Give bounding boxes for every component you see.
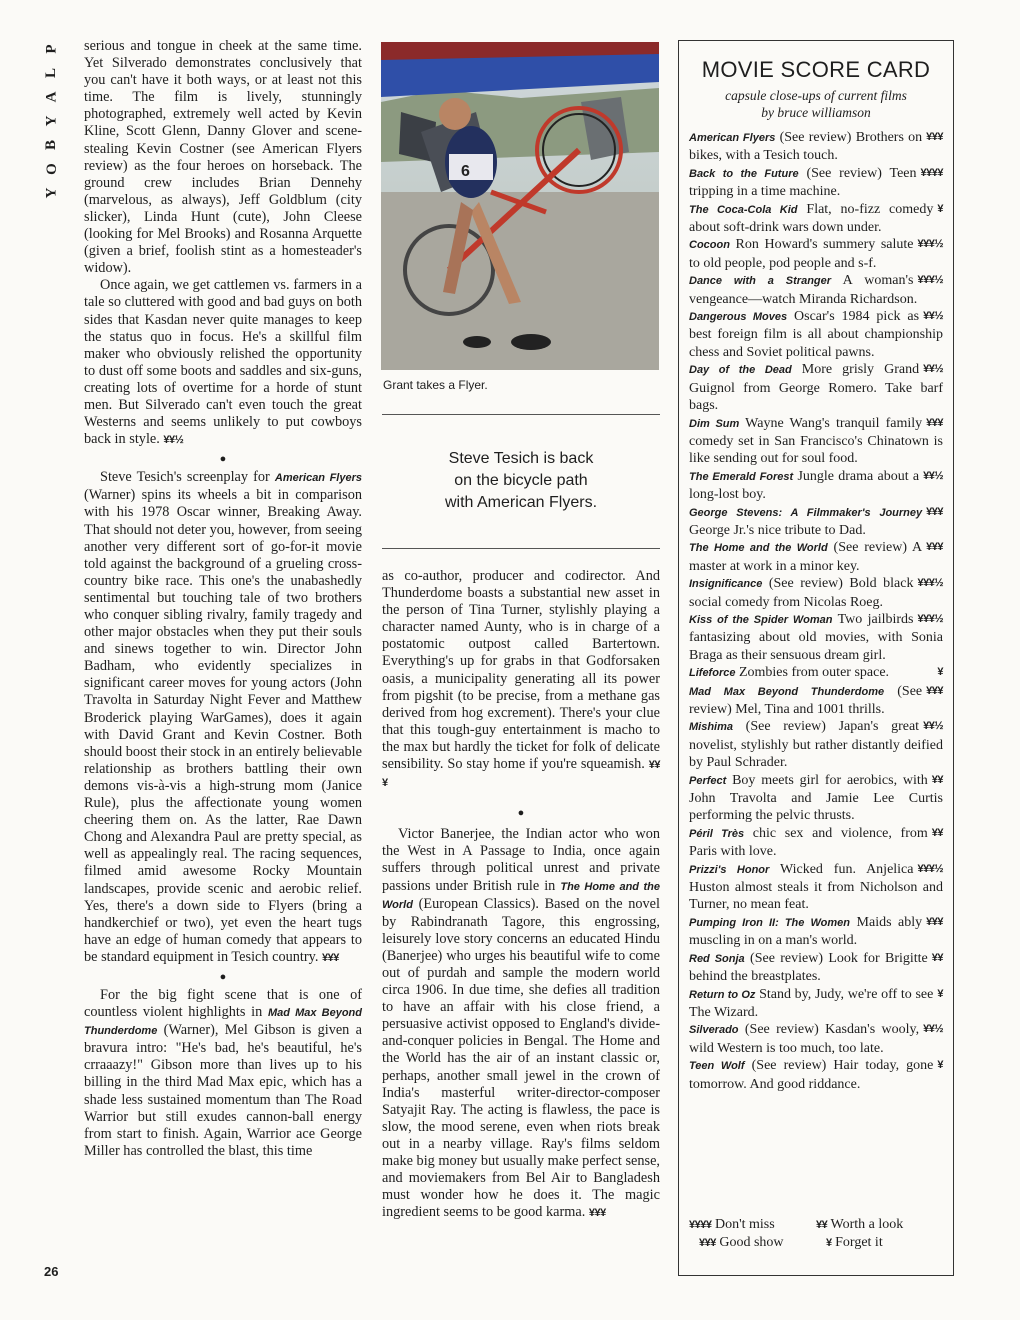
legend-symbol: ¥¥¥: [699, 1237, 716, 1249]
entry-text: Wicked fun. Anjelica Huston almost steals it from Nicholson and Turner, no mean feat.: [689, 861, 943, 913]
score-card-entry: [689, 861, 943, 914]
paragraph: [84, 277, 362, 449]
entry-text: (See review) Japan's great novelist, stylishly but rather distantly deified by Paul Schrader.: [689, 719, 943, 771]
entry-text: Wayne Wang's tranquil family comedy set in San Francisco's Chinatown is like sending out for soul food.: [689, 415, 943, 467]
running-head-letter: Y: [43, 186, 60, 199]
legend-label: Don't miss: [714, 1217, 775, 1232]
rating-symbol: ¥¥¥: [322, 951, 339, 964]
entry-text: Two jailbirds fantasizing about old movies, with Sonia Braga as their sensuous dream girl.: [689, 611, 943, 663]
legend-label: Worth a look: [830, 1217, 904, 1232]
paragraph-text: Steve Tesich's screenplay for: [100, 469, 270, 486]
paragraph-text: (European Classics). Based on the novel by Rabindranath Tagore, this engrossing, leisurely love story concerns an educated Hindu (Banerjee) who urges his beautiful wife to come out of purdah and sample the modern world circa 1906. In due time, she defies all tradition to have an affair with his close friend, a persuasive activist opposed to England's divide-and-conquer policies in Bengal. The Home and the World has the air of an instant classic or, perhaps, another small jewel in the crown of India's masterful writer-director-composer Satyajit Ray. The acting is flawless, the pace is slow, the mood serene, even when riots break out in a nearby village. Ray's films seldom make big money but usually make perfect sense, and moviemakers from Bel Air to Bangladesh must wonder how he does it. The magic ingredient seems to be good karma.: [382, 895, 660, 1221]
score-card-entry: [689, 664, 943, 682]
running-head-letter: A: [43, 90, 60, 103]
section-separator: ●: [219, 970, 227, 983]
rating-legend: [689, 1216, 943, 1252]
entry-title: Teen Wolf: [689, 1060, 745, 1073]
entry-text: (See review) A master at work in a minor key.: [689, 540, 923, 574]
score-card-entry: [689, 683, 943, 719]
pullquote-rule-top: [382, 414, 660, 415]
running-head-letter: Y: [43, 114, 60, 127]
entry-text: (See review) Look for Brigitte behind the breastplates.: [689, 950, 928, 985]
running-head: [38, 40, 66, 201]
entry-text: (See review) Teen tripping in a time machine.: [689, 165, 917, 200]
score-card-entry: [689, 361, 943, 414]
pullquote-line: on the bicycle path: [454, 472, 588, 489]
score-card-entry: [689, 165, 943, 201]
score-card-entry: [689, 504, 943, 540]
entry-rating: ¥¥¥: [926, 915, 943, 928]
entry-title: Pumping Iron II: The Women: [689, 916, 850, 929]
entry-rating: ¥: [937, 1059, 943, 1072]
paragraph-text: (Warner) spins its wheels a bit in comparison with his 1978 Oscar winner, Breaking Away. That should not deter you, however, from seeing another very different sort of go-for-it movie told against the background of a grueling cross-country bike race. This one's the unabashedly sentimental but touching tale of two brothers who conquer sibling rivalry, family tragedy and other major obstacles when they put their souls and sinews together to win. Director John Badham, who evidently specializes in significant career moves for young actors (John Travolta in Saturday Night Fever and Matthew Broderick playing WarGames), does it again with David Grant and Kevin Costner. Both should boost their stock in an entirely believable relationship as brothers battling their own demons vis-à-vis a high-strung mom (Janice Rule), plus the affectionate young women cheering them on. As the latter, Rae Dawn Chong and Alexandra Paul are pretty special, as well as appealingly real. The racing sequences, filmed amid awesome Rocky Mountain landscapes, provide scenic and aerobic relief. Yes, there's a down side to Flyers (bring a handkerchief or two), yet even the heart tugs have an edge of human comedy that appears to be standard equipment in Tesich country.: [84, 487, 362, 965]
entry-rating: ¥: [937, 666, 943, 679]
pullquote-rule-bottom: [382, 548, 660, 549]
section-separator: ●: [517, 807, 525, 820]
running-head-letter: P: [43, 43, 60, 54]
score-card-entry: [689, 772, 943, 825]
score-card-entry: [689, 539, 943, 575]
rating-symbol: ¥¥¥: [382, 759, 660, 790]
score-card-entry: [689, 272, 943, 308]
entry-title: The Coca-Cola Kid: [689, 203, 798, 216]
running-head-letter: O: [43, 162, 60, 175]
entry-title: The Emerald Forest: [689, 470, 794, 483]
entry-title: Lifeforce: [689, 667, 736, 680]
entry-title: Péril Très: [689, 827, 745, 840]
entry-rating: ¥¥¥½: [917, 274, 943, 287]
paragraph: [84, 469, 362, 967]
film-title: The Home and the World: [382, 880, 660, 911]
score-card-entry: [689, 986, 943, 1022]
entry-text: Jungle drama about a long-lost boy.: [689, 468, 920, 503]
paragraph-text: as co-author, producer and codirector. And Thunderdome boasts a substantial new asset in the person of Tina Turner, stylishly playing a character named Aunty, who is in charge of a postatomic outpost called Bartertown. Everything's up for grabs in that Godforsaken oasis, a municipality generating all its power from pigshit (to be precise, from a methane gas derived from hog excrement). There's your clue that this tough-guy entertainment is macho to the max but hardly the ticket for folk of delicate sensibility. So stay home if you're squeamish.: [382, 568, 660, 773]
entry-rating: ¥¥½: [923, 363, 943, 376]
entry-rating: ¥¥: [931, 826, 943, 839]
paragraph: [382, 568, 660, 792]
entry-title: Kiss of the Spider Woman: [689, 613, 833, 626]
entry-rating: ¥¥½: [923, 469, 943, 482]
score-card-entry: [689, 950, 943, 986]
entry-title: Cocoon: [689, 239, 730, 252]
entry-title: Insignificance: [689, 578, 763, 591]
score-card-byline: by bruce williamson: [761, 105, 871, 120]
entry-rating: ¥¥¥: [926, 131, 943, 143]
entry-rating: ¥¥¥½: [917, 238, 943, 251]
entry-text: Flat, no-fizz comedy about soft-drink wars down under.: [689, 201, 934, 236]
legend-item: [816, 1216, 943, 1234]
entry-rating: ¥: [937, 987, 943, 1000]
score-card-subtitle-line: capsule close-ups of current films: [725, 88, 907, 103]
entry-rating: ¥¥¥½: [917, 612, 943, 625]
legend-symbol: ¥¥: [816, 1219, 828, 1231]
score-card-entry: [689, 914, 943, 950]
paragraph: [382, 826, 660, 1222]
legend-symbol: ¥: [826, 1237, 832, 1249]
paragraph-text: (Warner), Mel Gibson is given a bravura intro: "He's bad, he's beautiful, he's crraaazy!" Gibson more than lives up to his billing in the third Mad Max epic, which has a shade less sustained momentum than The Road Warrior but still exudes cannon-ball energy from start to finish. Again, Warrior ace George Miller has controlled the blast, this time: [84, 1022, 362, 1159]
entry-rating: ¥¥¥: [926, 684, 943, 697]
entry-rating: ¥¥¥: [926, 416, 943, 429]
score-card-entry: [689, 236, 943, 272]
legend-item: [816, 1234, 943, 1252]
score-card-entry: [689, 611, 943, 664]
entry-rating: ¥: [937, 202, 943, 215]
entry-text: Ron Howard's summery salute to old people, pod people and s-f.: [689, 237, 914, 271]
entry-rating: ¥¥¥: [926, 505, 943, 518]
entry-title: Dangerous Moves: [689, 311, 788, 324]
score-card-entry: [689, 308, 943, 361]
entry-rating: ¥¥¥: [926, 541, 943, 554]
score-card-entry: [689, 825, 943, 861]
entry-text: (See review) Brothers on bikes, with a Tesich touch.: [689, 130, 923, 164]
entry-rating: ¥¥: [931, 773, 943, 786]
article-column-left: [84, 38, 362, 1160]
rating-symbol: ¥¥½: [163, 434, 184, 447]
pullquote: [382, 448, 660, 514]
entry-rating: ¥¥½: [923, 1023, 943, 1036]
score-card-entry: [689, 575, 943, 611]
entry-text: Oscar's 1984 pick as best foreign film is all about championship chess and Soviet political pawns.: [689, 309, 943, 360]
entry-title: American Flyers: [689, 132, 776, 144]
entry-text: chic sex and violence, from Paris with love.: [689, 825, 928, 860]
entry-text: (See review) Hair today, gone tomorrow. And good riddance.: [689, 1058, 934, 1092]
entry-text: Zombies from outer space.: [738, 665, 890, 681]
entry-title: Prizzi's Honor: [689, 863, 770, 876]
entry-title: Return to Oz: [689, 988, 756, 1001]
score-card-entry: [689, 1021, 943, 1057]
score-card-entry: [689, 129, 943, 165]
paragraph: serious and tongue in cheek at the same time. Yet Silverado demonstrates conclusively that you can't have it both ways, or at least not this time. The film is lively, stunningly photographed, extremely well acted by Kevin Kline, Scott Glenn, Danny Glover and scene-stealing Kevin Costner (see American Flyers review) as the four heroes on horseback. The ground crew includes Brian Dennehy (marvelous, as always), Jeff Goldblum (city slicker), Linda Hunt (cute), John Cleese (looking for Mel Brooks) and Rosanna Arquette (given a brief, foolish stint as a homesteader's widow).: [84, 38, 362, 277]
entry-text: (See review) Bold black social comedy from Nicolas Roeg.: [689, 576, 914, 610]
paragraph-text: Victor Banerjee, the Indian actor who won the West in A Passage to India, once again suffers through political unrest and private passions under British rule in: [382, 826, 660, 894]
cyclist-illustration: [381, 42, 659, 370]
film-title: Mad Max Beyond Thunderdome: [84, 1007, 362, 1038]
entry-title: Silverado: [689, 1024, 739, 1037]
entry-title: The Home and the World: [689, 542, 828, 555]
entry-text: More grisly Grand Guignol from George Romero. Take barf bags.: [689, 362, 943, 414]
paragraph-text: For the big fight scene that is one of countless violent highlights in: [84, 986, 362, 1021]
section-separator: ●: [219, 453, 227, 466]
entry-text: Boy meets girl for aerobics, with John Travolta and Jamie Lee Curtis performing the pelvic thrusts.: [689, 772, 943, 824]
entry-text: A woman's vengeance—watch Miranda Richardson.: [689, 273, 918, 307]
entry-title: George Stevens: A Filmmaker's Journey: [689, 506, 923, 519]
score-card-entry: [689, 1057, 943, 1093]
entry-rating: ¥¥½: [923, 720, 943, 733]
cyclist-photo: [381, 42, 659, 370]
entry-text: (See review) Mel, Tina and 1001 thrills.: [689, 683, 923, 717]
entry-title: Red Sonja: [689, 952, 745, 965]
rating-symbol: ¥¥¥: [588, 1207, 606, 1220]
paragraph-text: Once again, we get cattlemen vs. farmers in a tale so cluttered with good and bad guys on both sides that Kasdan never quite manages to keep the status quo in focus. He's a skillful film maker who obviously relished the opportunity to dust off some boots and saddles and six-guns, creating lots of overtime for a horde of stunt men. But Silverado can't even touch the great Westerns and seems unlikely to put cowboys back in style.: [84, 277, 362, 448]
pullquote-line: with American Flyers.: [444, 494, 598, 511]
entry-rating: ¥¥½: [923, 310, 943, 323]
entry-rating: ¥¥¥¥: [920, 166, 943, 179]
legend-symbol: ¥¥¥¥: [689, 1219, 712, 1231]
film-title: American Flyers: [274, 472, 362, 485]
entry-rating: ¥¥¥½: [917, 862, 943, 875]
score-card-subtitle: [689, 87, 943, 121]
legend-label: Good show: [719, 1235, 784, 1250]
entry-title: Mishima: [689, 721, 734, 734]
entry-rating: ¥¥¥½: [917, 577, 943, 590]
pullquote-line: Steve Tesich is back: [448, 450, 594, 467]
entry-title: Perfect: [689, 774, 727, 787]
score-card-entry: [689, 201, 943, 237]
svg-text:6: 6: [461, 163, 470, 180]
entry-title: Mad Max Beyond Thunderdome: [689, 685, 885, 698]
entry-text: (See review) Kasdan's wooly, wild Western is too much, too late.: [689, 1022, 920, 1056]
score-card-entries: [689, 129, 943, 1093]
entry-title: Back to the Future: [689, 167, 799, 180]
movie-score-card: [678, 40, 954, 1276]
entry-title: Dim Sum: [689, 417, 740, 430]
legend-item: [689, 1216, 816, 1234]
legend-item: [689, 1234, 816, 1252]
score-card-entry: [689, 468, 943, 504]
paragraph: [84, 987, 362, 1160]
entry-text: Stand by, Judy, we're off to see The Wizard.: [689, 986, 934, 1020]
legend-label: Forget it: [835, 1235, 883, 1250]
score-card-entry: [689, 415, 943, 468]
entry-title: Day of the Dead: [689, 364, 792, 377]
score-card-title: MOVIE SCORE CARD: [701, 57, 931, 82]
photo-caption: Grant takes a Flyer.: [383, 378, 488, 392]
page-number: 26: [44, 1264, 59, 1279]
running-head-letter: L: [43, 66, 60, 79]
running-head-letter: B: [43, 138, 60, 151]
score-card-entry: [689, 718, 943, 771]
article-column-middle: [382, 568, 660, 1222]
entry-rating: ¥¥: [931, 951, 943, 964]
entry-title: Dance with a Stranger: [689, 275, 832, 288]
entry-text: Maids ably muscling in on a man's world.: [689, 914, 923, 949]
entry-text: George Jr.'s nice tribute to Dad.: [689, 522, 866, 538]
